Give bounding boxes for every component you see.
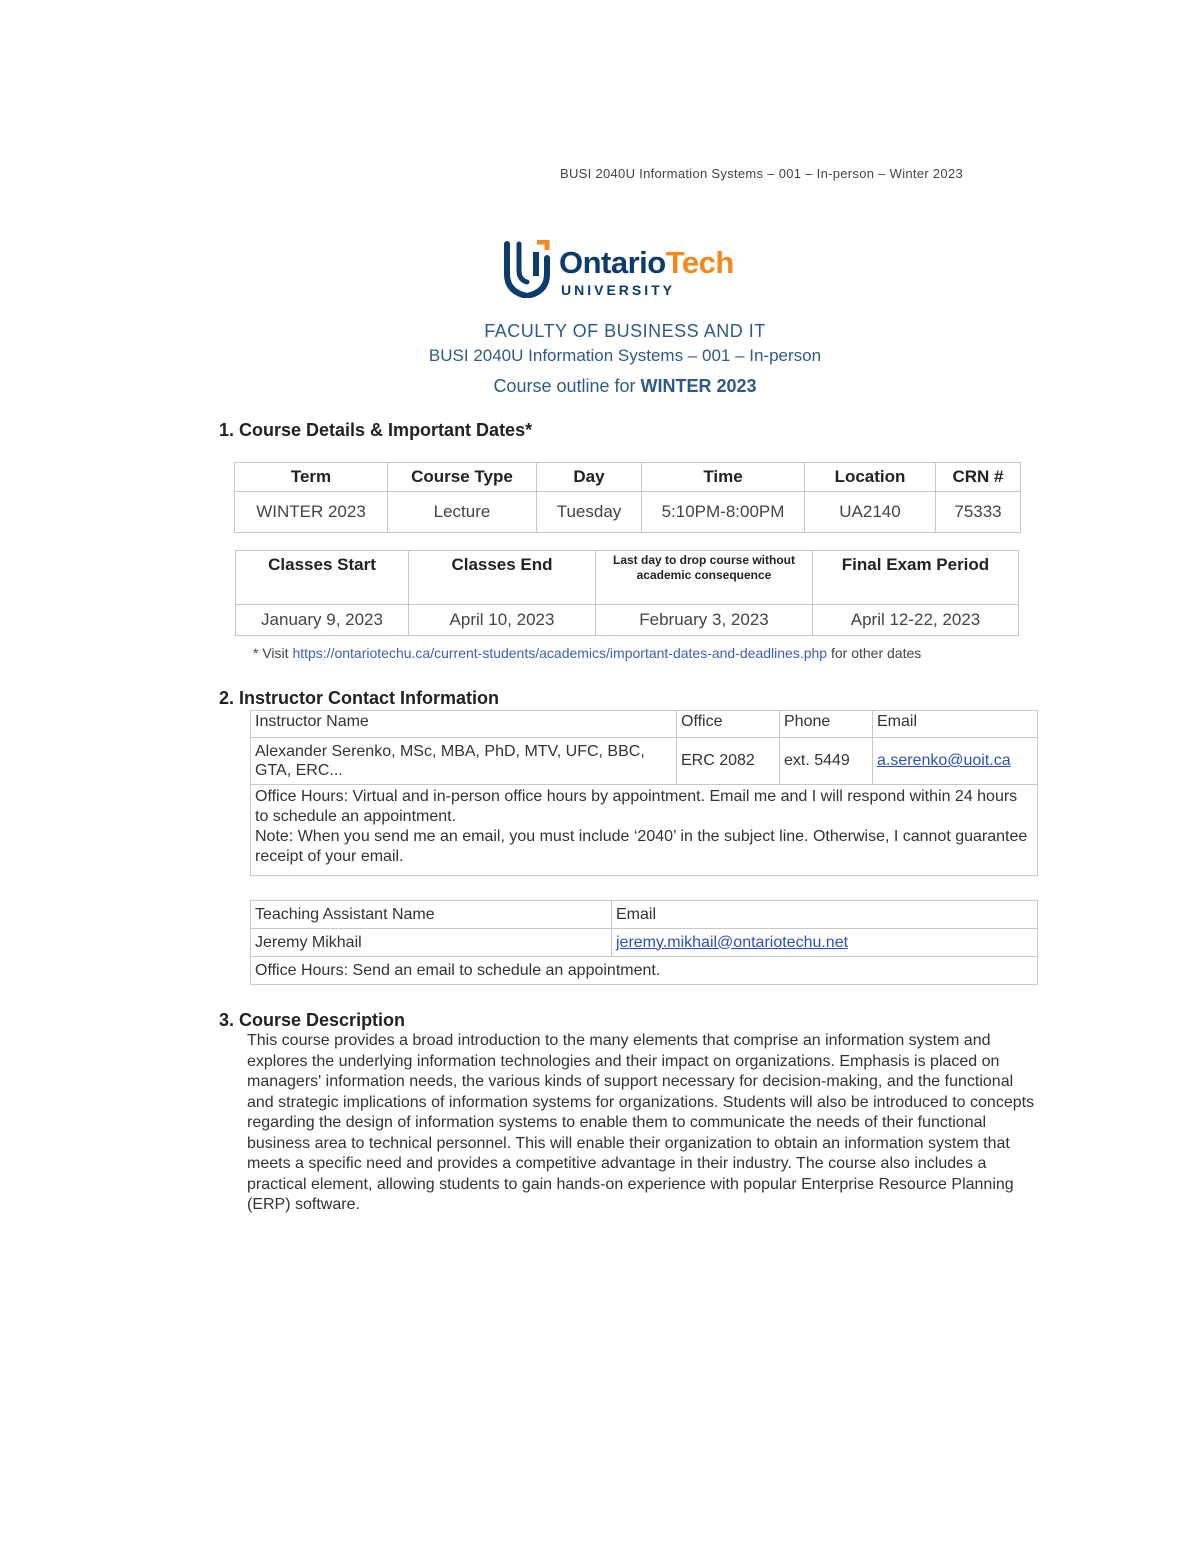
course-title: BUSI 2040U Information Systems – 001 – In-person: [428, 346, 822, 365]
table-row: [251, 957, 1038, 985]
table-cell: February 3, 2023: [596, 605, 813, 636]
instructor-phone: ext. 5449: [780, 738, 873, 785]
instructor-office: ERC 2082: [677, 738, 780, 785]
table-header: Time: [642, 463, 805, 492]
course-details-table: [234, 462, 1021, 533]
instructor-name: Alexander Serenko, MSc, MBA, PhD, MTV, UFC, BBC, GTA, ERC...: [251, 738, 677, 785]
table-cell: WINTER 2023: [235, 492, 388, 533]
course-description-text: This course provides a broad introduction to the many elements that comprise an information system and explores the underlying information technologies and their impact on organizations. Emphasis is placed on managers' information needs, the various kinds of support necessary for decision-making, and the functional and strategic implications of information systems for organizations. Students will also be introduced to concepts regarding the design of information systems to enable them to communicate the needs of their functional business area to technical personnel. This will enable their organization to obtain an information system that meets a specific need and provides a competitive advantage in their industry. The course also includes a practical element, allowing students to gain hands-on experience with popular Enterprise Resource Planning (ERP) software.: [247, 1032, 1035, 1213]
table-header: Last day to drop course without academic consequence: [596, 551, 813, 605]
table-header: Email: [873, 711, 1038, 738]
ta-office-hours: Office Hours: Send an email to schedule an appointment.: [251, 957, 1038, 985]
shield-logo-icon: [503, 240, 553, 298]
table-row: [251, 929, 1038, 957]
table-cell: Tuesday: [537, 492, 642, 533]
table-header: Classes Start: [236, 551, 409, 605]
table-row: [251, 785, 1038, 876]
table-header: Term: [235, 463, 388, 492]
table-row: [236, 605, 1019, 636]
important-dates-table: [235, 550, 1019, 636]
section-heading-course-description: 3. Course Description: [219, 1010, 406, 1030]
table-header: Email: [612, 901, 1038, 929]
table-header-row: [235, 463, 1021, 492]
ta-email-link[interactable]: jeremy.mikhail@ontariotechu.net: [616, 933, 849, 951]
section-heading-course-details: 1. Course Details & Important Dates*: [219, 420, 533, 440]
table-header: Final Exam Period: [813, 551, 1019, 605]
table-header-row: [251, 901, 1038, 929]
table-header: Location: [805, 463, 936, 492]
ta-table: [250, 900, 1038, 985]
table-cell: 5:10PM-8:00PM: [642, 492, 805, 533]
table-cell: January 9, 2023: [236, 605, 409, 636]
table-row: [235, 492, 1021, 533]
table-cell: April 10, 2023: [409, 605, 596, 636]
table-cell: UA2140: [805, 492, 936, 533]
important-dates-link[interactable]: https://ontariotechu.ca/current-students/academics/important-dates-and-deadlines.php: [292, 645, 828, 661]
logo-subtitle: UNIVERSITY: [561, 282, 676, 298]
table-header-row: [251, 711, 1038, 738]
instructor-email-link[interactable]: a.serenko@uoit.ca: [877, 752, 1011, 769]
table-header: Classes End: [409, 551, 596, 605]
email-note-text: Note: When you send me an email, you must include ‘2040’ in the subject line. Otherwise, I cannot guarantee receipt of your email.: [255, 828, 1028, 865]
instructor-table: [250, 710, 1038, 876]
table-header-row: [236, 551, 1019, 605]
section-heading-instructor: 2. Instructor Contact Information: [219, 688, 500, 708]
table-row: [251, 738, 1038, 785]
university-logo: [503, 240, 763, 300]
ta-name: Jeremy Mikhail: [251, 929, 612, 957]
dates-footnote: * Visit https://ontariotechu.ca/current-students/academics/important-dates-and-deadlines.php for other dates: [253, 645, 922, 661]
table-cell: 75333: [936, 492, 1021, 533]
table-header: Teaching Assistant Name: [251, 901, 612, 929]
table-cell: April 12-22, 2023: [813, 605, 1019, 636]
table-header: Instructor Name: [251, 711, 677, 738]
office-hours-cell: [251, 785, 1038, 876]
table-header: Office: [677, 711, 780, 738]
table-cell: Lecture: [388, 492, 537, 533]
table-header: Day: [537, 463, 642, 492]
table-header: Phone: [780, 711, 873, 738]
outline-title: Course outline for WINTER 2023: [493, 376, 757, 396]
office-hours-text: Office Hours: Virtual and in-person office hours by appointment. Email me and I will respond within 24 hours to schedule an appointment.: [255, 788, 1018, 825]
faculty-title: FACULTY OF BUSINESS AND IT: [484, 321, 766, 341]
running-header: BUSI 2040U Information Systems – 001 – In-person – Winter 2023: [560, 166, 964, 181]
table-header: CRN #: [936, 463, 1021, 492]
logo-wordmark: OntarioTech: [559, 245, 734, 280]
table-header: Course Type: [388, 463, 537, 492]
